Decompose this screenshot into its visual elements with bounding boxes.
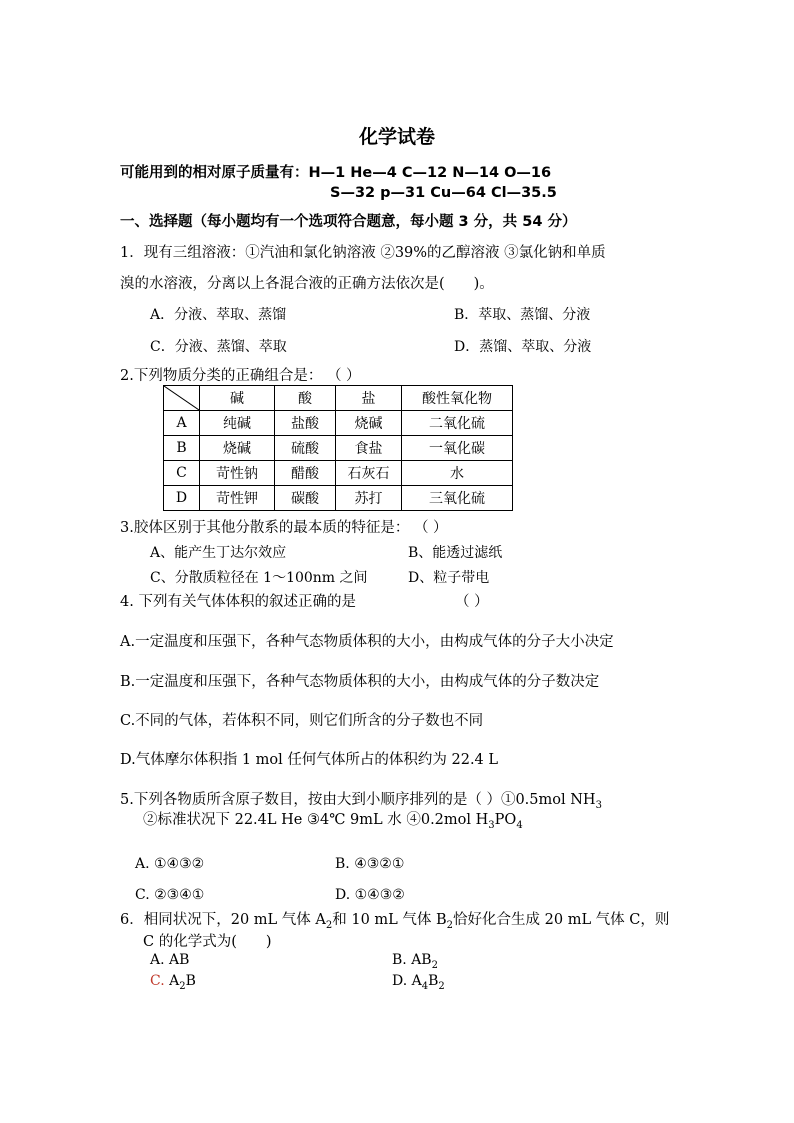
atomic-mass-label-text: 可能用到的相对原子质量有： (120, 165, 309, 181)
table-cell: 醋酸 (275, 461, 336, 486)
q1-option-b: B．萃取、蒸馏、分液 (454, 307, 591, 323)
q6-line1-sub2: 2 (446, 919, 454, 931)
atomic-mass-line1: H—1 He—4 C—12 N—14 O—16 (308, 165, 552, 181)
q6-option-d-text: D. A (392, 973, 422, 989)
q6-line2: C 的化学式为( ) (143, 934, 272, 950)
q5-line1-sub: 3 (595, 799, 602, 811)
table-header-base: 碱 (200, 386, 275, 411)
section-heading: 一、选择题（每小题均有一个选项符合题意，每小题 3 分，共 54 分） (120, 214, 577, 230)
q1-line1: 1．现有三组溶液：①汽油和氯化钠溶液 ②39%的乙醇溶液 ③氯化钠和单质 (120, 245, 606, 261)
table-cell: 三氧化硫 (402, 486, 513, 511)
table-cell: 石灰石 (336, 461, 402, 486)
table-corner-cell (164, 386, 200, 411)
q3-option-a: A、能产生丁达尔效应 (150, 545, 287, 561)
q5-option-d: D. ①④③② (335, 887, 405, 903)
table-row (164, 486, 513, 511)
q6-option-c (150, 973, 196, 992)
q6-line1-b: 和 10 mL 气体 B (332, 912, 447, 928)
q1-option-d: D．蒸馏、萃取、分液 (454, 339, 592, 355)
table-row-label: D (164, 486, 200, 511)
table-cell: 二氧化硫 (402, 411, 513, 436)
table-cell: 苛性钠 (200, 461, 275, 486)
table-header-salt: 盐 (336, 386, 402, 411)
q5-line2-sub1: 3 (488, 819, 495, 831)
q6-line1-c: 恰好化合生成 20 mL 气体 C，则 (453, 912, 670, 928)
q6-option-c-letter: C. (150, 973, 165, 989)
q6-line1-a: 6．相同状况下，20 mL 气体 A (120, 912, 326, 928)
q3-stem: 3.胶体区别于其他分散系的最本质的特征是： （ ） (120, 520, 448, 536)
table-row-label: A (164, 411, 200, 436)
table-header-acidic-oxide: 酸性氧化物 (402, 386, 513, 411)
classification-table (163, 385, 513, 511)
q6-option-a: A. AB (150, 952, 190, 968)
table-row (164, 461, 513, 486)
q5-option-a: A. ①④③② (135, 856, 205, 872)
table-header-acid: 酸 (275, 386, 336, 411)
q4-option-c: C.不同的气体，若体积不同，则它们所含的分子数也不同 (120, 713, 484, 729)
q4-stem: 4. 下列有关气体体积的叙述正确的是 (120, 594, 356, 610)
q3-option-d: D、粒子带电 (408, 570, 490, 586)
q6-line1 (120, 908, 669, 931)
table-cell: 苛性钾 (200, 486, 275, 511)
table-cell: 烧碱 (200, 436, 275, 461)
q5-line2-pre: ②标准状况下 22.4L He ③4℃ 9mL 水 ④0.2mol H (143, 812, 489, 828)
q5-option-b: B. ④③②① (335, 856, 405, 872)
table-cell: 盐酸 (275, 411, 336, 436)
q6-option-d-sub2: 2 (438, 980, 445, 992)
table-cell: 纯碱 (200, 411, 275, 436)
diagonal-line-icon (164, 386, 199, 410)
q3-option-c: C、分散质粒径在 1～100nm 之间 (150, 570, 368, 586)
q1-line2: 溴的水溶液，分离以上各混合液的正确方法依次是( )。 (120, 276, 494, 292)
table-cell: 苏打 (336, 486, 402, 511)
q6-option-c-sub: 2 (179, 980, 186, 992)
exam-title: 化学试卷 (358, 126, 435, 148)
q3-option-b: B、能透过滤纸 (408, 545, 503, 561)
q4-option-b: B.一定温度和压强下，各种气态物质体积的大小，由构成气体的分子数决定 (120, 674, 600, 690)
table-cell: 一氧化碳 (402, 436, 513, 461)
q6-option-d-sub1: 4 (421, 980, 429, 992)
table-row-label: B (164, 436, 200, 461)
table-header-row (164, 386, 513, 411)
q5-line2-sub2: 4 (516, 819, 523, 831)
q5-line2-mid: PO (494, 812, 517, 828)
table-row (164, 411, 513, 436)
q4-option-a: A.一定温度和压强下，各种气态物质体积的大小，由构成气体的分子大小决定 (120, 634, 614, 650)
table-cell: 水 (402, 461, 513, 486)
q6-option-c-post: B (185, 973, 196, 989)
atomic-mass-line2: S—32 p—31 Cu—64 Cl—35.5 (330, 185, 557, 201)
q5-line2 (143, 808, 523, 831)
q6-option-b-text: B. AB (392, 952, 432, 968)
q4-option-d: D.气体摩尔体积指 1 mol 任何气体所占的体积约为 22.4 L (120, 752, 499, 768)
atomic-mass-label (120, 161, 551, 182)
q6-option-b (392, 952, 438, 971)
table-cell: 烧碱 (336, 411, 402, 436)
q5-line1-text: 5.下列各物质所含原子数目，按由大到小顺序排列的是（ ）①0.5mol NH (120, 792, 596, 808)
table-cell: 碳酸 (275, 486, 336, 511)
q1-option-c: C．分液、蒸馏、萃取 (150, 339, 287, 355)
table-cell: 食盐 (336, 436, 402, 461)
table-row (164, 436, 513, 461)
q6-option-c-text: A (164, 973, 180, 989)
q6-line1-sub1: 2 (325, 919, 333, 931)
q5-option-c: C. ②③④① (135, 887, 205, 903)
q2-stem: 2.下列物质分类的正确组合是： （ ） (120, 368, 361, 384)
q4-answer-paren: （ ） (455, 594, 489, 610)
table-row-label: C (164, 461, 200, 486)
q6-option-d-mid: B (428, 973, 439, 989)
table-cell: 硫酸 (275, 436, 336, 461)
q1-option-a: A．分液、萃取、蒸馏 (150, 307, 287, 323)
q6-option-d (392, 973, 445, 992)
q6-option-b-sub: 2 (431, 959, 438, 971)
